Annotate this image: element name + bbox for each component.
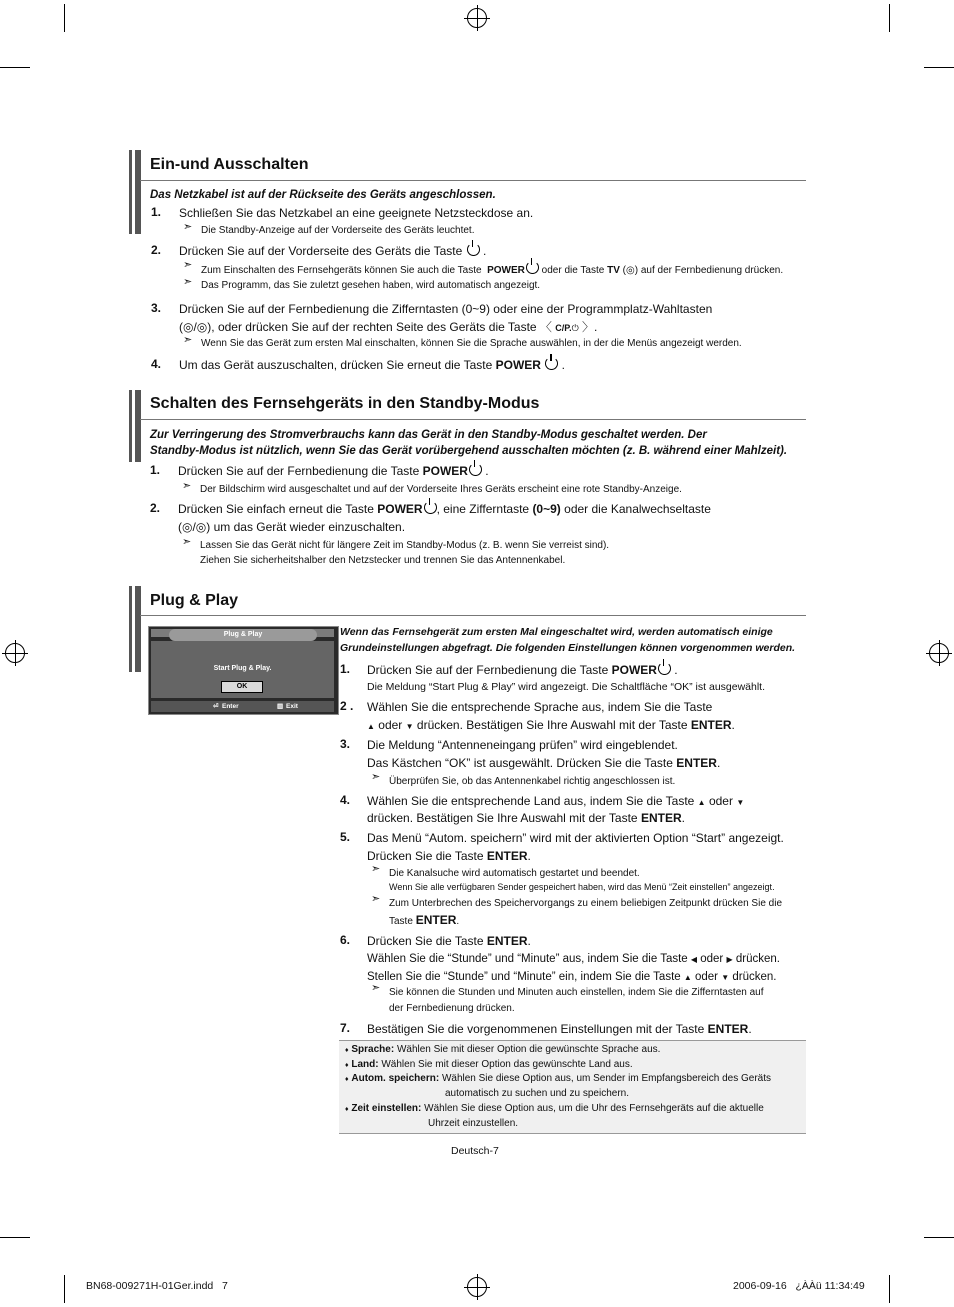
section-intro: Wenn das Fernsehgerät zum ersten Mal eingeschaltet wird, werden automatisch einige xyxy=(340,626,773,638)
note-text: Lassen Sie das Gerät nicht für längere Zeit im Standby-Modus (z. B. wenn Sie verreist sind). xyxy=(200,540,610,551)
step-number: 4. xyxy=(340,793,351,807)
note-text: der Fernbedienung drücken. xyxy=(389,1003,515,1014)
power-icon xyxy=(469,463,482,476)
section-bar xyxy=(129,150,132,234)
osd-footer xyxy=(151,701,334,712)
step-number: 4. xyxy=(151,357,162,371)
exit-icon: ▥ xyxy=(277,703,284,710)
section-intro: Standby-Modus ist nützlich, wenn Sie das Gerät vorübergehend ausschalten möchten (z. B. während einer Mahlzeit). xyxy=(150,445,788,457)
enter-icon: ⏎ xyxy=(213,703,219,710)
section-rule xyxy=(140,615,806,616)
step-text: Die Meldung “Start Plug & Play” wird angezeigt. Die Schaltfläche “OK” ist ausgewählt. xyxy=(367,681,766,693)
note-text: Wenn Sie alle verfügbaren Sender gespeichert haben, wird das Menü “Zeit einstellen” angezeigt. xyxy=(389,882,775,892)
crop-mark xyxy=(0,67,30,68)
crop-mark xyxy=(889,1275,890,1303)
step-text: Drücken Sie auf der Fernbedienung die Zifferntasten (0~9) oder eine der Programmplatz-Wahltasten xyxy=(179,302,713,316)
osd-exit-label: Exit xyxy=(286,703,298,710)
note-text: Sie können die Stunden und Minuten auch einstellen, indem Sie die Zifferntasten auf xyxy=(389,987,764,998)
info-box xyxy=(339,1040,806,1134)
osd-body xyxy=(151,641,334,698)
note-text: Zum Unterbrechen des Speichervorgangs zu einem beliebigen Zeitpunkt drücken Sie die xyxy=(389,898,783,909)
section-title: Plug & Play xyxy=(150,592,239,609)
step-text: Die Meldung “Antenneneingang prüfen” wird eingeblendet. xyxy=(367,738,678,752)
info-row: ♦ Zeit einstellen: Wählen Sie diese Option aus, um die Uhr des Fernsehgeräts auf die aktuelle xyxy=(345,1103,764,1114)
step-number: 2. xyxy=(150,501,161,515)
file-name: BN68-009271H-01Ger.indd 7 xyxy=(86,1280,228,1292)
step-text: Drücken Sie die Taste ENTER. xyxy=(367,849,531,863)
step-number: 3. xyxy=(340,737,351,751)
note-arrow-icon: ➣ xyxy=(183,276,193,288)
step-text: drücken. Bestätigen Sie Ihre Auswahl mit der Taste ENTER. xyxy=(367,811,685,825)
note-text: Zum Einschalten des Fernsehgeräts können Sie auch die Taste POWER oder die Taste TV (◎) auf der Fernbedienung drücken. xyxy=(201,261,783,278)
note-arrow-icon: ➣ xyxy=(371,982,381,994)
power-icon xyxy=(467,243,480,256)
power-icon xyxy=(658,662,671,675)
step-text: Um das Gerät auszuschalten, drücken Sie erneut die Taste POWER . xyxy=(179,358,565,372)
registration-mark-icon xyxy=(929,643,949,663)
registration-mark-icon xyxy=(467,1277,487,1297)
crop-mark xyxy=(64,1275,65,1303)
info-row-cont: automatisch zu suchen und zu speichern. xyxy=(445,1088,629,1099)
section-bar xyxy=(129,586,132,672)
info-row: ♦ Land: Wählen Sie mit dieser Option das gewünschte Land aus. xyxy=(345,1059,633,1070)
step-text: Schließen Sie das Netzkabel an eine geeignete Netzsteckdose an. xyxy=(179,206,534,220)
section-rule xyxy=(140,180,806,181)
note-text: Die Standby-Anzeige auf der Vorderseite des Geräts leuchtet. xyxy=(201,225,475,236)
crop-mark xyxy=(924,67,954,68)
power-icon xyxy=(545,357,558,370)
step-text: Das Menü “Autom. speichern” wird mit der aktivierten Option “Start” angezeigt. xyxy=(367,831,784,845)
note-arrow-icon: ➣ xyxy=(182,536,192,548)
osd-message: Start Plug & Play. xyxy=(213,665,272,672)
note-text: Das Programm, das Sie zuletzt gesehen haben, wird automatisch angezeigt. xyxy=(201,280,541,291)
step-number: 6. xyxy=(340,933,351,947)
section-intro: Grundeinstellungen abgefragt. Die folgenden Einstellungen können vorgenommen werden. xyxy=(340,642,796,654)
section-title: Schalten des Fernsehgeräts in den Standby-Modus xyxy=(150,395,540,412)
power-icon xyxy=(424,501,437,514)
osd-screen xyxy=(148,626,339,715)
registration-mark-icon xyxy=(467,8,487,28)
note-text: Ziehen Sie sicherheitshalber den Netzstecker und trennen Sie das Antennenkabel. xyxy=(200,555,566,566)
step-text: Drücken Sie auf der Fernbedienung die Taste POWER . xyxy=(178,464,489,478)
section-bar xyxy=(129,390,132,462)
power-icon xyxy=(526,261,539,274)
step-text: Drücken Sie auf der Vorderseite des Geräts die Taste . xyxy=(179,244,487,258)
info-row-cont: Uhrzeit einzustellen. xyxy=(428,1118,519,1129)
step-number: 2 . xyxy=(340,699,354,713)
section-bar xyxy=(135,586,141,672)
osd-title-bar xyxy=(151,629,334,637)
note-arrow-icon: ➣ xyxy=(183,259,193,271)
note-arrow-icon: ➣ xyxy=(371,771,381,783)
section-rule xyxy=(140,419,806,420)
note-text: Die Kanalsuche wird automatisch gestartet und beendet. xyxy=(389,868,640,879)
registration-mark-icon xyxy=(5,643,25,663)
step-text: Wählen Sie die entsprechende Sprache aus, indem Sie die Taste xyxy=(367,700,713,714)
page-number: Deutsch-7 xyxy=(451,1145,499,1157)
section-intro: Zur Verringerung des Stromverbrauchs kann das Gerät in den Standby-Modus geschaltet werden. Der xyxy=(150,429,707,441)
osd-ok-button[interactable]: OK xyxy=(221,681,263,693)
step-number: 1. xyxy=(151,205,162,219)
osd-title: Plug & Play xyxy=(169,629,317,641)
step-text: Das Kästchen “OK” ist ausgewählt. Drücken Sie die Taste ENTER. xyxy=(367,756,721,770)
crop-mark xyxy=(64,4,65,32)
osd-enter-label: Enter xyxy=(222,703,239,710)
step-number: 5. xyxy=(340,830,351,844)
crop-mark xyxy=(889,4,890,32)
step-text: Stellen Sie die “Stunde” und “Minute” ein, indem Sie die Taste ▲ oder ▼ drücken. xyxy=(367,971,777,983)
step-text: Bestätigen Sie die vorgenommenen Einstellungen mit der Taste ENTER. xyxy=(367,1022,752,1036)
step-number: 2. xyxy=(151,243,162,257)
info-row: ♦ Autom. speichern: Wählen Sie diese Option aus, um Sender im Empfangsbereich des Geräts xyxy=(345,1073,771,1084)
step-text: Drücken Sie auf der Fernbedienung die Taste POWER . xyxy=(367,663,678,677)
step-text: Drücken Sie die Taste ENTER. xyxy=(367,934,531,948)
info-row: ♦ Sprache: Wählen Sie mit dieser Option die gewünschte Sprache aus. xyxy=(345,1044,661,1055)
note-arrow-icon: ➣ xyxy=(183,221,193,233)
note-arrow-icon: ➣ xyxy=(183,334,193,346)
note-text: Der Bildschirm wird ausgeschaltet und auf der Vorderseite Ihres Geräts erscheint eine rote Standby-Anzeige. xyxy=(200,484,682,495)
section-bar xyxy=(135,390,141,462)
note-text: Taste ENTER. xyxy=(389,913,460,927)
step-text: Wählen Sie die “Stunde” und “Minute” aus, indem Sie die Taste ◀ oder ▶ drücken. xyxy=(367,953,780,965)
note-text: Überprüfen Sie, ob das Antennenkabel richtig angeschlossen ist. xyxy=(389,776,676,787)
note-arrow-icon: ➣ xyxy=(371,893,381,905)
step-number: 1. xyxy=(340,662,351,676)
section-bar xyxy=(135,150,141,234)
crop-mark xyxy=(924,1237,954,1238)
section-title: Ein-und Ausschalten xyxy=(150,156,309,173)
step-text: (◎/◎), oder drücken Sie auf der rechten Seite des Geräts die Taste 〈 C/P.⏻ 〉. xyxy=(179,320,598,334)
step-text: Drücken Sie einfach erneut die Taste POWER , eine Zifferntaste (0~9) oder die Kanalwechseltaste xyxy=(178,502,711,516)
step-number: 7. xyxy=(340,1021,351,1035)
step-text: ▲ oder ▼ drücken. Bestätigen Sie Ihre Auswahl mit der Taste ENTER. xyxy=(367,718,735,732)
section-intro: Das Netzkabel ist auf der Rückseite des Geräts angeschlossen. xyxy=(150,189,496,201)
note-arrow-icon: ➣ xyxy=(371,863,381,875)
note-arrow-icon: ➣ xyxy=(182,480,192,492)
step-number: 1. xyxy=(150,463,161,477)
step-text: (◎/◎) um das Gerät wieder einzuschalten. xyxy=(178,520,406,534)
note-text: Wenn Sie das Gerät zum ersten Mal einschalten, können Sie die Sprache auswählen, in der die Menüs angezeigt werden. xyxy=(201,338,742,349)
crop-mark xyxy=(0,1237,30,1238)
print-date: 2006-09-16 ¿ÀÀü 11:34:49 xyxy=(733,1280,865,1292)
step-text: Wählen Sie die entsprechende Land aus, indem Sie die Taste ▲ oder ▼ xyxy=(367,794,745,808)
step-number: 3. xyxy=(151,301,162,315)
